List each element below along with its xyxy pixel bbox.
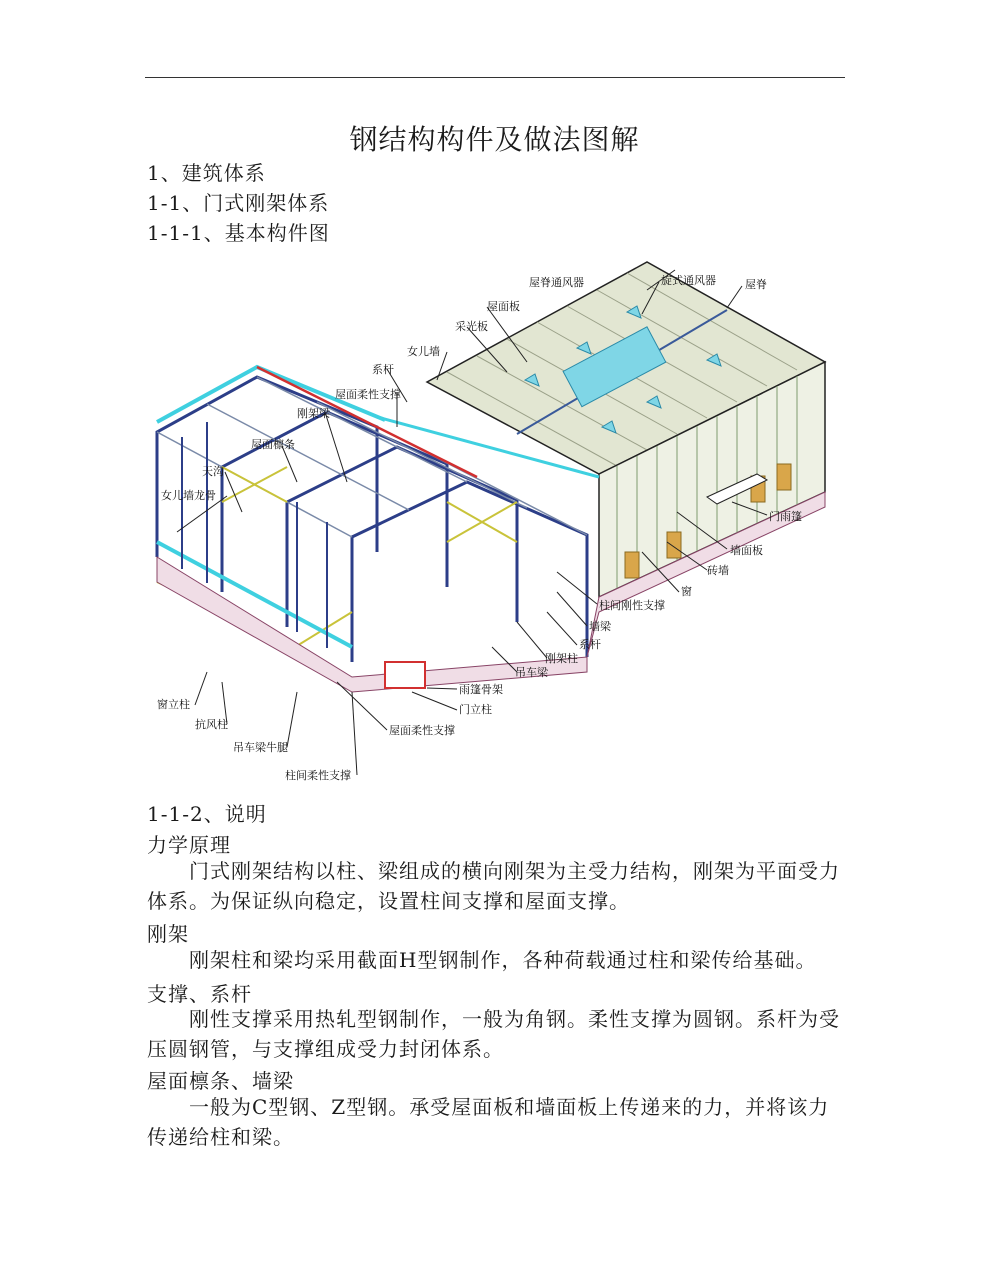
label-ridge-ventilator: 屋脊通风器 (529, 276, 584, 289)
label-parapet: 女儿墙 (407, 345, 440, 358)
document-title: 钢结构构件及做法图解 (349, 123, 640, 156)
label-column-flexible-brace: 柱间柔性支撑 (285, 769, 351, 782)
block-heading-purlins: 屋面檩条、墙梁 (147, 1069, 294, 1093)
steel-structure-figure (147, 252, 835, 792)
label-turbine-ventilator: 旋式通风器 (661, 274, 716, 287)
block-text-bracing: 刚性支撑采用热轧型钢制作，一般为角钢。柔性支撑为圆钢。系杆为受压圆钢管，与支撑组成受力封闭体系。 (147, 1007, 840, 1061)
block-text-purlins: 一般为C型钢、Z型钢。承受屋面板和墙面板上传递来的力，并将该力传递给柱和梁。 (147, 1095, 830, 1149)
label-roof-purlin: 屋面檩条 (251, 438, 295, 451)
label-crane-bracket: 吊车梁牛腿 (233, 741, 288, 754)
heading-1-1-2: 1-1-2、说明 (147, 802, 267, 826)
block-text-mechanics: 门式刚架结构以柱、梁组成的横向刚架为主受力结构，刚架为平面受力体系。为保证纵向稳定，设置柱间支撑和屋面支撑。 (147, 859, 840, 913)
label-wall-girt: 墙梁 (589, 620, 611, 633)
block-text-frame: 刚架柱和梁均采用截面H型钢制作，各种荷载通过柱和梁传给基础。 (189, 948, 817, 972)
label-parapet-keel: 女儿墙龙骨 (161, 489, 216, 502)
label-rigid-beam: 刚架梁 (297, 407, 330, 420)
label-window-column: 窗立柱 (157, 698, 190, 711)
label-skylight: 采光板 (455, 320, 488, 333)
label-rigid-column: 刚架柱 (545, 652, 578, 665)
label-gutter: 天沟 (202, 465, 224, 478)
heading-1-1: 1-1、门式刚架体系 (147, 191, 330, 215)
label-crane-beam: 吊车梁 (515, 666, 548, 679)
label-window: 窗 (681, 585, 692, 598)
block-heading-mechanics: 力学原理 (147, 833, 231, 857)
label-door-column: 门立柱 (459, 703, 492, 716)
label-wall-panel: 墙面板 (730, 544, 763, 557)
label-roof-flexible-brace-bottom: 屋面柔性支撑 (389, 724, 455, 737)
heading-1: 1、建筑体系 (147, 161, 266, 185)
label-wind-column: 抗风柱 (195, 718, 228, 731)
label-tie-rod: 系杆 (372, 363, 394, 376)
label-canopy-beam: 雨篷骨架 (459, 683, 503, 696)
block-heading-frame: 刚架 (147, 922, 189, 946)
label-tie-rod-2: 系杆 (579, 638, 601, 651)
label-gable-wall: 砖墙 (707, 564, 729, 577)
label-roof-flexible-brace-top: 屋面柔性支撑 (335, 388, 401, 401)
header-rule (145, 77, 845, 78)
label-canopy: 门雨篷 (769, 510, 802, 523)
label-ridge: 屋脊 (745, 278, 767, 291)
label-roof-panel: 屋面板 (487, 300, 520, 313)
label-column-rigid-brace: 柱间刚性支撑 (599, 599, 665, 612)
heading-1-1-1: 1-1-1、基本构件图 (147, 221, 330, 245)
block-heading-bracing: 支撑、系杆 (147, 982, 252, 1006)
